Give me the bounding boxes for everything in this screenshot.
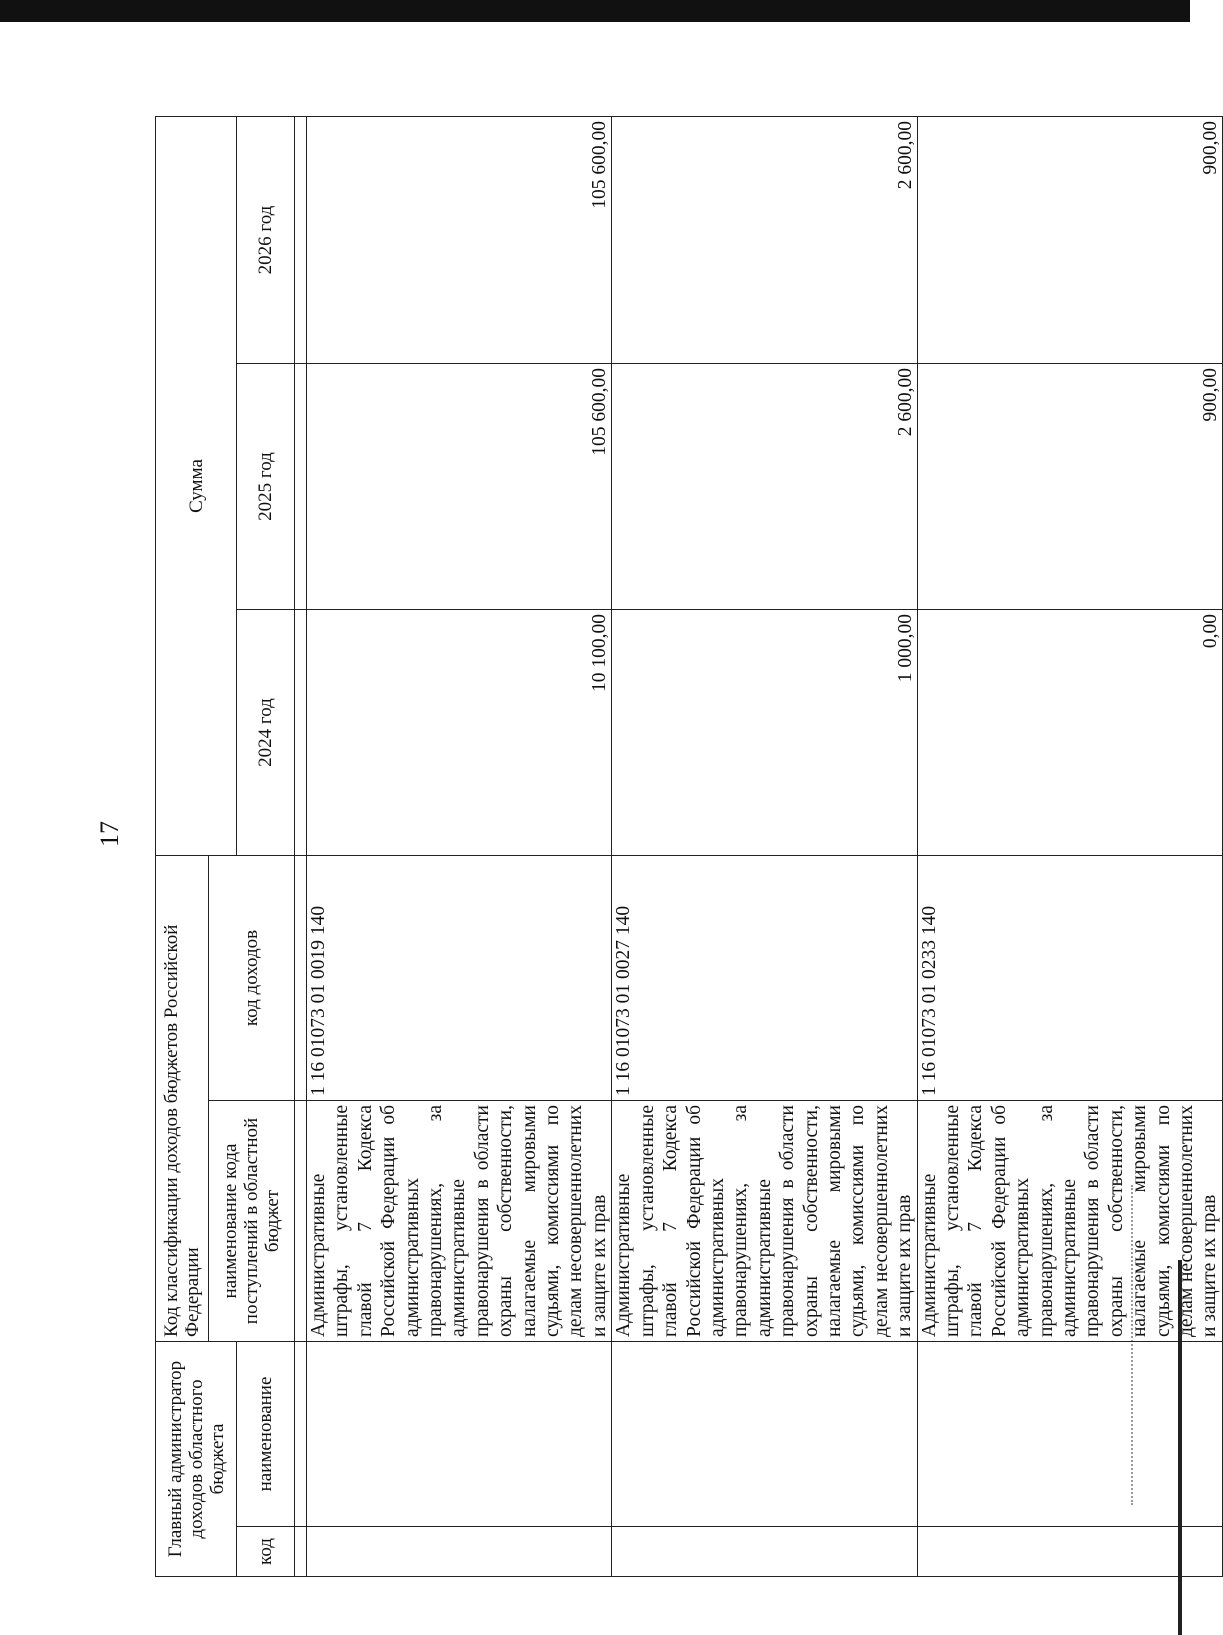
spacer-cell xyxy=(295,364,307,610)
header-row-3 xyxy=(237,117,295,1577)
header-code-class-group: Код классификации доходов бюджетов Российской Федерации xyxy=(156,856,209,1342)
row-name xyxy=(612,1342,917,1527)
spacer-cell xyxy=(295,1101,307,1342)
header-income-name: наименование кода поступлений в областной бюджет xyxy=(209,1101,295,1342)
spacer-cell xyxy=(295,1527,307,1577)
table-row xyxy=(612,117,917,1577)
table-row xyxy=(307,117,612,1577)
header-kod: код xyxy=(237,1527,295,1577)
row-description: Административные штрафы, установленные главой 7 Кодекса Российской Федерации об административных правонарушениях, за административные правонарушения в области охраны собственности, налагаемые мировыми судьями, комиссиями по делам несовершеннолетних и защите их прав xyxy=(917,1101,1222,1342)
row-description: Административные штрафы, установленные главой 7 Кодекса Российской Федерации об административных правонарушениях, за административные правонарушения в области охраны собственности, налагаемые мировыми судьями, комиссиями по делам несовершеннолетних и защите их прав xyxy=(612,1101,917,1342)
header-2024: 2024 год xyxy=(237,610,295,856)
header-admin-group: Главный администратор доходов областного бюджета xyxy=(156,1342,237,1577)
row-2026: 900,00 xyxy=(917,117,1222,364)
row-income-code: 1 16 01073 01 0027 140 xyxy=(612,856,917,1101)
header-income-code: код доходов xyxy=(209,856,295,1101)
header-row-1 xyxy=(156,117,209,1577)
page-number: 17 xyxy=(95,821,124,847)
spacer-cell xyxy=(295,856,307,1101)
row-2026: 105 600,00 xyxy=(307,117,612,364)
spacer-cell xyxy=(295,117,307,364)
row-income-code: 1 16 01073 01 0233 140 xyxy=(917,856,1222,1101)
row-2025: 2 600,00 xyxy=(612,364,917,610)
row-income-code: 1 16 01073 01 0019 140 xyxy=(307,856,612,1101)
income-classification-table xyxy=(155,116,1223,1577)
row-2026: 2 600,00 xyxy=(612,117,917,364)
row-kod xyxy=(307,1527,612,1577)
row-2025: 900,00 xyxy=(917,364,1222,610)
row-2024: 0,00 xyxy=(917,610,1222,856)
scan-top-border xyxy=(0,0,1190,22)
header-name: наименование xyxy=(237,1342,295,1527)
spacer-cell xyxy=(295,1342,307,1527)
header-sum-group: Сумма xyxy=(156,117,237,856)
spacer-row xyxy=(295,117,307,1577)
row-kod xyxy=(917,1527,1222,1577)
row-name xyxy=(917,1342,1222,1527)
row-2025: 105 600,00 xyxy=(307,364,612,610)
header-2026: 2026 год xyxy=(237,117,295,364)
table-row xyxy=(917,117,1222,1577)
row-kod xyxy=(612,1527,917,1577)
rotated-table-container xyxy=(155,117,1221,1577)
spacer-cell xyxy=(295,610,307,856)
row-2024: 1 000,00 xyxy=(612,610,917,856)
row-name xyxy=(307,1342,612,1527)
row-2024: 10 100,00 xyxy=(307,610,612,856)
row-description: Административные штрафы, установленные главой 7 Кодекса Российской Федерации об административных правонарушениях, за административные правонарушения в области охраны собственности, налагаемые мировыми судьями, комиссиями по делам несовершеннолетних и защите их прав xyxy=(307,1101,612,1342)
header-2025: 2025 год xyxy=(237,364,295,610)
